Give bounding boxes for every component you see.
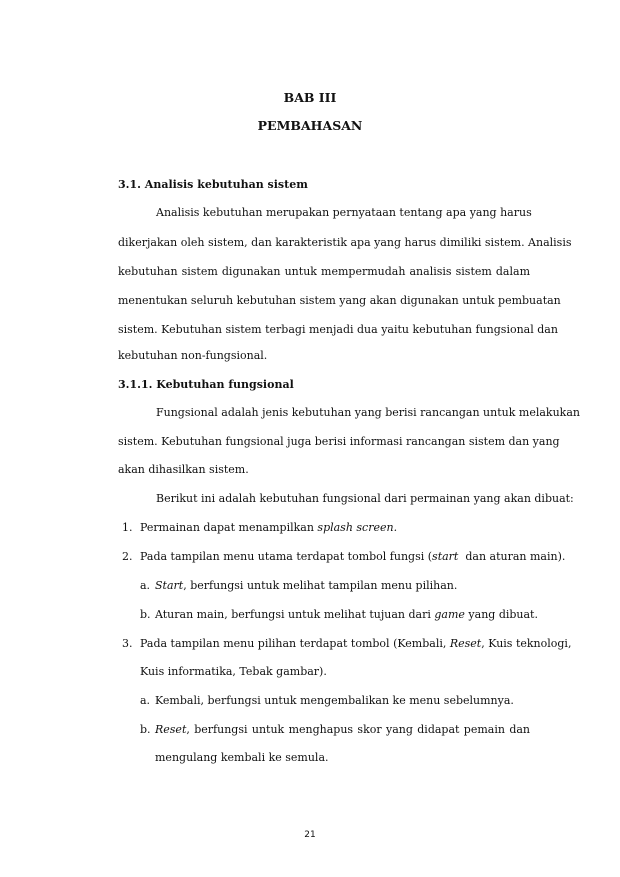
paragraph-line: dikerjakan oleh sistem, dan karakteristik apa yang harus dimiliki sistem. Analisis: [118, 236, 572, 249]
paragraph-line: menentukan seluruh kebutuhan sistem yang akan digunakan untuk pembuatan: [118, 294, 561, 307]
paragraph-line: sistem. Kebutuhan fungsional juga berisi informasi rancangan sistem dan yang: [118, 435, 560, 448]
sub-list-item: Aturan main, berfungsi untuk melihat tujuan dari game yang dibuat.: [155, 608, 538, 621]
page-number: 21: [304, 830, 316, 840]
list-item: Permainan dapat menampilkan splash screen.: [140, 521, 398, 534]
sub-list-item: Kembali, berfungsi untuk mengembalikan ke menu sebelumnya.: [155, 694, 514, 707]
section-heading-3-1: 3.1. Analisis kebutuhan sistem: [118, 178, 308, 191]
list-item: Pada tampilan menu pilihan terdapat tombol (Kembali, Reset, Kuis teknologi,: [140, 637, 572, 650]
sub-list-item: Reset, berfungsi untuk menghapus skor yang didapat pemain dan: [155, 723, 530, 736]
list-intro: Berikut ini adalah kebutuhan fungsional dari permainan yang akan dibuat:: [156, 492, 574, 505]
sub-list-item-continuation: mengulang kembali ke semula.: [155, 751, 329, 764]
list-item: Pada tampilan menu utama terdapat tombol fungsi (start dan aturan main).: [140, 550, 566, 563]
sub-list-letter: b.: [140, 723, 151, 736]
sub-list-letter: a.: [140, 694, 151, 707]
sub-list-letter: a.: [140, 579, 151, 592]
paragraph-line: Analisis kebutuhan merupakan pernyataan tentang apa yang harus: [156, 206, 532, 219]
section-heading-3-1-1: 3.1.1. Kebutuhan fungsional: [118, 378, 294, 391]
chapter-number: BAB III: [283, 90, 337, 105]
paragraph-line: kebutuhan sistem digunakan untuk mempermudah analisis sistem dalam: [118, 265, 530, 278]
list-number: 3.: [122, 637, 133, 650]
paragraph-line: akan dihasilkan sistem.: [118, 463, 249, 476]
paragraph-line: kebutuhan non-fungsional.: [118, 349, 268, 362]
list-number: 1.: [122, 521, 133, 534]
paragraph-line: Fungsional adalah jenis kebutuhan yang berisi rancangan untuk melakukan: [156, 406, 580, 419]
list-number: 2.: [122, 550, 133, 563]
sub-list-letter: b.: [140, 608, 151, 621]
paragraph-line: sistem. Kebutuhan sistem terbagi menjadi dua yaitu kebutuhan fungsional dan: [118, 323, 558, 336]
chapter-title: PEMBAHASAN: [257, 118, 363, 133]
sub-list-item: Start, berfungsi untuk melihat tampilan menu pilihan.: [155, 579, 458, 592]
list-item-continuation: Kuis informatika, Tebak gambar).: [140, 665, 327, 678]
